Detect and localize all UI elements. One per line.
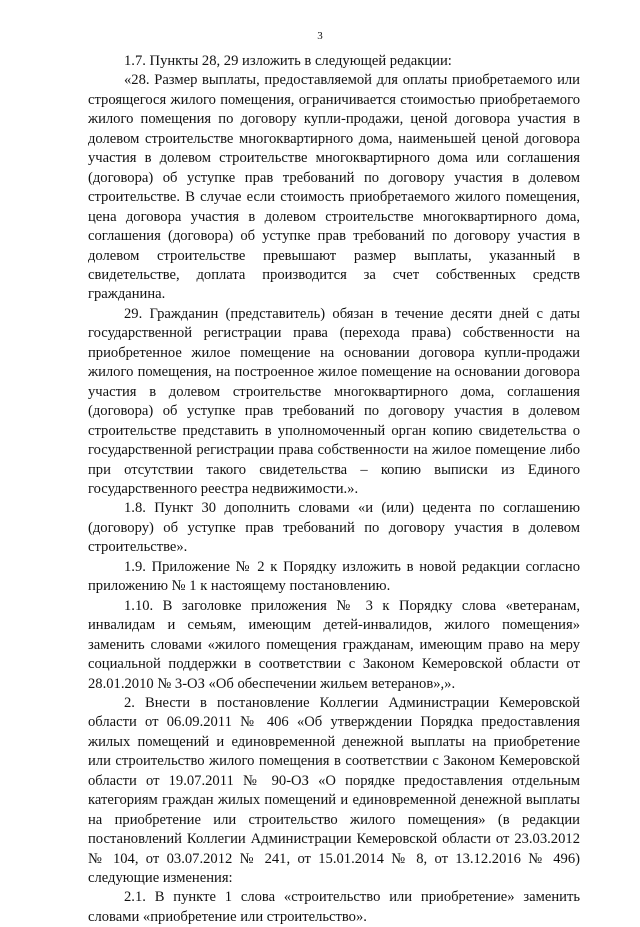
paragraph-1-8: 1.8. Пункт 30 дополнить словами «и (или) цедента по соглашению (договору) об уступке прав требований по договору участия в долевом строительстве».	[88, 500, 580, 556]
paragraph-1-9: 1.9. Приложение № 2 к Порядку изложить в новой редакции согласно приложению № 1 к настоящему постановлению.	[88, 558, 580, 595]
paragraph-1-10: 1.10. В заголовке приложения № 3 к Порядку слова «ветеранам, инвалидам и семьям, имеющим детей-инвалидов, жилого помещения» заменить словами «жилого помещения гражданам, имеющим право на меру социальной поддержки в соответствии с Законом Кемеровской области от 28.01.2010 № 3-ОЗ «Об обеспечении жильем ветеранов»,».	[88, 597, 580, 692]
paragraph-2-1: 2.1. В пункте 1 слова «строительство или приобретение» заменить словами «приобретение или строительство».	[88, 889, 580, 925]
paragraph-29: 29. Гражданин (представитель) обязан в течение десяти дней с даты государственной регистрации права (перехода права) собственности на приобретенное жилое помещение на основании договора купли-продажи жилого помещения, на построенное жилое помещение на основании договора участия в долевом строительстве многоквартирного дома, соглашения (договора) об уступке прав требований по договору участия в долевом строительстве представить в уполномоченный орган копию свидетельства о государственной регистрации права собственности на жилое помещение либо при отсутствии такого свидетельства – копию выписки из Единого государственного реестра недвижимости.».	[88, 305, 580, 497]
document-body	[88, 52, 580, 927]
page-number: 3	[317, 30, 323, 42]
paragraph-28: «28. Размер выплаты, предоставляемой для оплаты приобретаемого или строящегося жилого помещения, ограничивается стоимостью приобретаемого жилого помещения по договору купли-продажи, ценой договора участия в долевом строительстве многоквартирного дома, наименьшей ценой договора участия в долевом строительстве многоквартирного дома или соглашения (договора) об уступке прав требований по договору участия в долевом строительстве. В случае если стоимость приобретаемого жилого помещения, цена договора участия в долевом строительстве многоквартирного дома, соглашения (договора) об уступке прав требований по договору участия в долевом строительстве превышают размер выплаты, указанный в свидетельстве, доплата производится за счет собственных средств гражданина.	[88, 72, 580, 303]
paragraph-1-7: 1.7. Пункты 28, 29 изложить в следующей редакции:	[124, 53, 452, 69]
paragraph-2: 2. Внести в постановление Коллегии Администрации Кемеровской области от 06.09.2011 № 406 «Об утверждении Порядка предоставления жилых помещений и единовременной денежной выплаты на приобретение или строительство жилого помещения в соответствии с Законом Кемеровской области от 19.07.2011 № 90-ОЗ «О порядке предоставления отдельным категориям граждан жилых помещений и единовременной денежной выплаты на приобретение или строительство жилого помещения» (в редакции постановлений Коллегии Администрации Кемеровской области от 23.03.2012 № 104, от 03.07.2012 № 241, от 15.01.2014 № 8, от 13.12.2016 № 496) следующие изменения:	[88, 694, 580, 887]
